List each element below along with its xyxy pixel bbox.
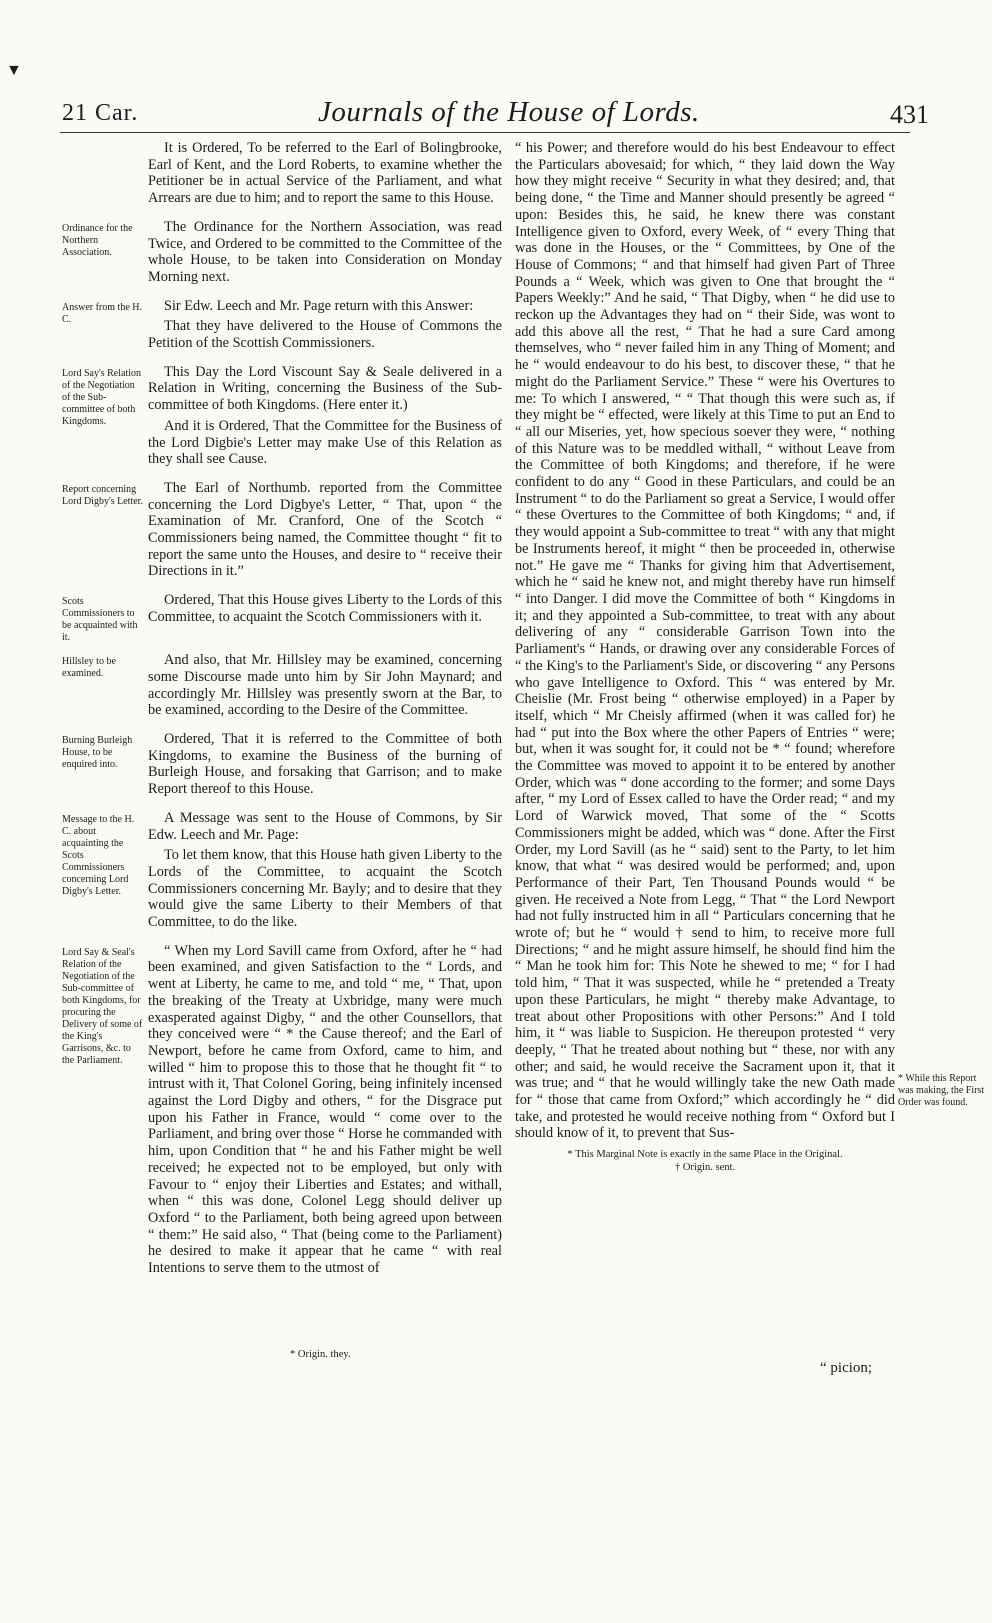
right-margin-note: * While this Report was making, the First Order was found. — [898, 1073, 985, 1108]
journal-entry — [62, 592, 502, 644]
entry-paragraph: Sir Edw. Leech and Mr. Page return with this Answer: — [164, 297, 474, 314]
entry-body — [148, 592, 502, 629]
header-rule — [60, 132, 910, 133]
entry-body — [148, 364, 502, 472]
entry-paragraph: That they have delivered to the House of Commons the Petition of the Scottish Commissioners. — [148, 318, 502, 352]
entry-body — [148, 810, 502, 935]
entry-paragraph: And it is Ordered, That the Committee for the Business of the Lord Digbie's Letter may make Use of this Relation as they shall see Cause. — [148, 417, 502, 468]
journal-entry — [62, 140, 502, 211]
entry-paragraph: Ordered, That it is referred to the Committee of both Kingdoms, to examine the Business of the burning of Burleigh House, and forsaking that Garrison; and to make Report thereof to this House. — [148, 730, 502, 798]
right-footnote-2: † Origin. sent. — [674, 1162, 736, 1174]
marginal-note: Ordinance for the Northern Association. — [62, 222, 133, 258]
marginal-note: Lord Say & Seal's Relation of the Negotiation of the Sub-committee of both Kingdoms, for procuring the Delivery of some of the King's Garrisons, &c. to the Parliament. — [62, 946, 143, 1066]
left-column — [62, 140, 502, 1289]
page-number: 431 — [890, 100, 929, 129]
marginal-note: Hillsley to be examined. — [62, 656, 116, 680]
journal-entry — [62, 219, 502, 290]
entry-paragraph: The Ordinance for the Northern Association, was read Twice, and Ordered to be committed to the Committee of the whole House, to be taken into Consideration on Monday Morning next. — [148, 218, 502, 285]
entry-paragraph: This Day the Lord Viscount Say & Seale delivered in a Relation in Writing, concerning the Business of the Sub-committee of both Kingdoms. (Here enter it.) — [148, 363, 502, 414]
marginal-note: Lord Say's Relation of the Negotiation of the Sub-committee of both Kingdoms. — [62, 367, 142, 427]
journal-entry — [62, 731, 502, 802]
running-head-reign: 21 Car. — [62, 100, 139, 126]
entry-body — [148, 219, 502, 290]
marginal-note: Burning Burleigh House, to be enquired into. — [62, 734, 133, 770]
entry-body — [148, 652, 502, 723]
entry-paragraph: A Message was sent to the House of Commons, by Sir Edw. Leech and Mr. Page: — [148, 809, 502, 843]
entry-body — [148, 943, 502, 1281]
catchword: “ picion; — [820, 1360, 873, 1376]
right-footnote-1: * This Marginal Note is exactly in the same Place in the Original. — [567, 1149, 843, 1161]
corner-mark: ▼ — [6, 62, 22, 79]
marginal-note: Report concerning Lord Digby's Letter. — [62, 483, 143, 507]
entry-paragraph: It is Ordered, To be referred to the Earl of Bolingbrooke, Earl of Kent, and the Lord Roberts, to examine whether the Petitioner be in actual Service of the Parliament, and what Arrears are due to him; and to report the same to this House. — [148, 140, 502, 207]
entry-body — [148, 298, 502, 356]
journal-entry — [62, 364, 502, 472]
entry-paragraph: Ordered, That this House gives Liberty to the Lords of this Committee, to acquaint the Scotch Commissioners with it. — [148, 592, 502, 625]
journal-entry — [62, 480, 502, 584]
journal-entry — [62, 810, 502, 935]
entry-paragraph: “ When my Lord Savill came from Oxford, after he “ had been examined, and given Satisfaction to the “ Lords, and went at Liberty, he came to me, and told “ me, “ That, upon the breaking of the Treaty at Uxbridge, many were much exasperated against Digby, “ and the other Counsellors, that they conceived were “ * the Cause thereof; and the Earl of Newport, before he came from Oxford, came to him, and willed “ him to propose this to those that he thought fit “ to intrust with it, That Colonel Goring, being infinitely incensed against the Lord Digby and others, “ for the Disgrace put upon his Father in France, would “ come over to the Parliament, and bring over those “ Horse he commanded with him, upon Condition that “ he and his Father might be well received; he expected not to be employed, but only with Favour to “ enjoy their Liberties and Estates; and withall, when “ this was done, Colonel Legg should deliver up Oxford “ to the Parliament, both being agreed upon between “ them:” He said also, “ That (being come to the Parliament) he desired to make it appear that he came “ with real Intentions to serve them to the utmost of — [148, 942, 502, 1277]
right-column-text: “ his Power; and therefore would do his best Endeavour to effect the Particulars abovesaid; for which, “ they laid down the Way how they might receive “ Security in what they desired; and, that being done, “ the Time and Manner should presently be agreed “ upon: Besides this, he said, he knew there was constant Intelligence given to Oxford, every Week, of “ every Thing that was done in the Houses, or the “ Committees, by One of the House of Commons; “ and that himself had given Part of Three Pounds a “ Week, which was given to One that brought the “ Papers Weekly:” And he said, “ That Digby, when “ he did use to reckon up the Advantages they had on “ their Side, was wont to add this above all the rest, “ That he had a sure Card among themselves, who “ never failed him in any Thing of Moment; and he “ would endeavour to do his best, to discover these, “ that he might do the Parliament Service.” These “ were his Overtures to me: To which I answered, “ “ That though this were such as, if they might be “ effected, were likely at this Time to put an End to “ all our Miseries, yet, how specious soever they were, “ nothing of this Nature was to be meddled withall, “ without Leave from the Committee of both Kingdoms; and therefore, if he were confident to do any “ Good in these Particulars, and could be an Instrument “ to do the Parliament so great a Service, I would offer “ these Overtures to the Committee of both Kingdoms; “ and, if they would appoint a Sub-committee to treat “ with any that might be Instruments hereof, it might “ then be proceeded in, otherwise not.” He gave me “ Thanks for giving him that Advertisement, which he “ said he knew not, and might thereby have run himself “ into Danger. I did move the Committee of both “ Kingdoms in it; and they appointed a Sub-committee, to treat with any about delivering of any “ considerable Garrison Town into the Parliament's “ Hands, or drawing over any considerable Forces of “ the King's to the Parliament's Side, or discovering “ any Persons who gave Intelligence to Oxford. This “ was entered by Mr. Cheislie (Mr. Frost being “ otherwise employed) in a Paper by itself, which “ Mr Cheisly affirmed (when it was called for) he had “ put into the Box where the other Papers of Entries “ were; but, when it was sought for, it could not be * “ found; wherefore the Committee was moved to appoint it to be entered by another Order, which was “ done according to the former; and some Days after, “ my Lord of Essex called to have the Order read; “ and my Lord of Warwick moved, That some of the “ Scotts Commissioners might be added, which was “ done. After the First Order, my Lord Savill (as he “ said) sent to the Party, to let him know, that what “ was desired would be performed; and, upon Performance of their Part, Ten Thousand Pounds would “ be given. He received a Note from Legg, “ That “ the Lord Newport had not fully instructed him in all “ Particulars concerning that he wrote of; but he “ would † send to him, to receive more full Directions; “ and he might assure himself, he should find him the “ Man he took him for: This Note he shewed to me; “ for I had told him, “ That it was suspected, while he “ pretended a Treaty upon these Particulars, he might “ thereby make Advantage, to treat about other Propositions with other Persons:” And I told him, it “ was liable to Suspicion. He thereupon protested “ very deeply, “ That he treated about nothing but “ these, nor with any other; and said, he would receive the Sacrament upon it, that it was true; and “ that he would willingly take the new Oath made for “ those that came from Oxford;” which accordingly he “ did take, and protested he would receive nothing from “ Oxford but I should know of it, to prevent that Sus- — [515, 140, 895, 1142]
journal-entry — [62, 298, 502, 356]
running-head-title: Journals of the House of Lords. — [318, 96, 700, 128]
entry-paragraph: To let them know, that this House hath given Liberty to the Lords of the Committee, to acquaint the Scotch Commissioners concerning Mr. Bayly; and to desire that they would give the same Liberty to their Members of that Committee, to do the like. — [148, 847, 502, 931]
entry-body — [148, 480, 502, 584]
marginal-note — [62, 140, 148, 144]
marginal-note: Answer from the H. C. — [62, 301, 142, 325]
journal-entry — [62, 652, 502, 723]
entry-paragraph: The Earl of Northumb. reported from the Committee concerning the Lord Digbye's Letter, “ That, upon “ the Examination of Mr. Cranford, One of the Scotch “ Commissioners being named, the Committee thought “ fit to report the same unto the Houses, and desire to “ receive their Directions in it.” — [148, 479, 502, 580]
entry-body — [148, 731, 502, 802]
left-footnote: * Origin. they. — [290, 1349, 351, 1360]
entry-body — [148, 140, 502, 211]
entry-paragraph: And also, that Mr. Hillsley may be examined, concerning some Discourse made unto him by Sir John Maynard; and accordingly Mr. Hillsley was presently sworn at the Bar, to be examined, according to the Desire of the Committee. — [148, 652, 502, 719]
right-column — [515, 140, 895, 1174]
marginal-note: Message to the H. C. about acquainting the Scots Commissioners concerning Lord Digby's Letter. — [62, 813, 135, 897]
journal-entry — [62, 943, 502, 1281]
marginal-note: Scots Commissioners to be acquainted with it. — [62, 596, 138, 644]
